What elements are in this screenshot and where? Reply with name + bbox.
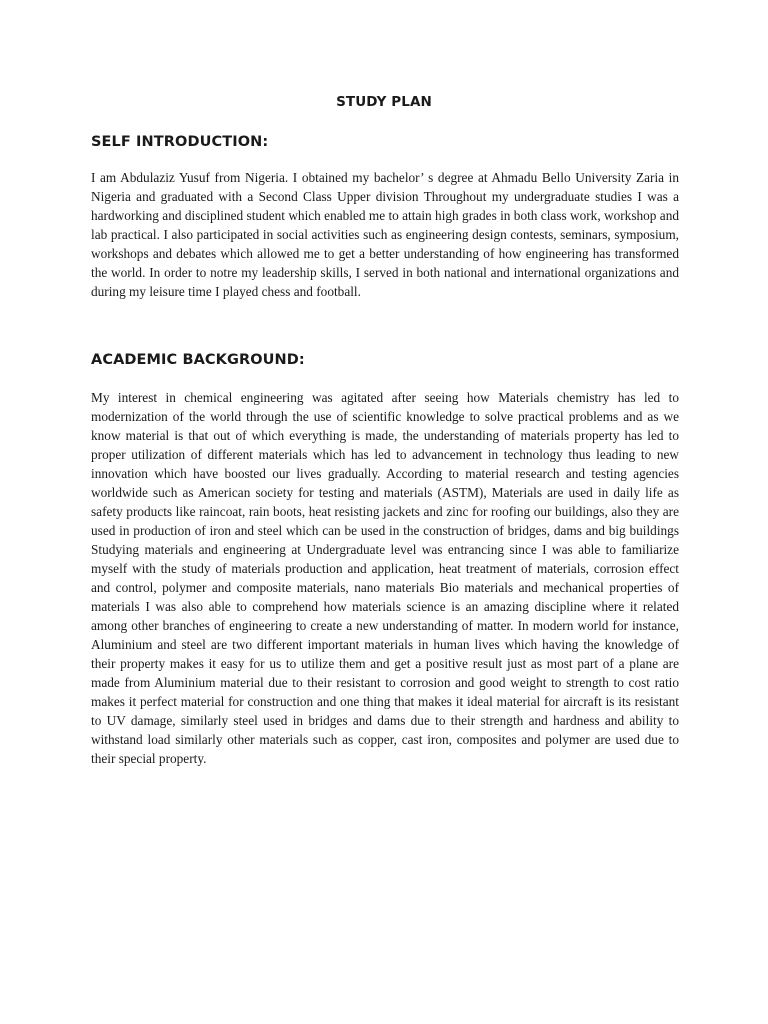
document-title: STUDY PLAN — [336, 94, 432, 110]
section-body-academic-background: My interest in chemical engineering was agitated after seeing how Materials chemistry has led to modernization of the world through the use of scientific knowledge to solve practical problems and as we know material is that out of which everything is made, the understanding of materials property has led to proper utilization of different materials which has led to advancement in technology thus leading to new innovation which have boosted our lives gradually. According to material research and testing agencies worldwide such as American society for testing and materials (ASTM), Materials are used in daily life as safety products like raincoat, rain boots, heat resisting jackets and zinc for roofing our buildings, also they are used in production of iron and steel which can be used in the construction of bridges, dams and big buildings Studying materials and engineering at Undergraduate level was entrancing since I was able to familiarize myself with the study of materials production and application, heat treatment of materials, corrosion effect and control, polymer and composite materials, nano materials Bio materials and mechanical properties of materials I was also able to comprehend how materials science is an amazing discipline where it related among other branches of engineering to create a new understanding of matter. In modern world for instance, Aluminium and steel are two different important materials in human lives which having the knowledge of their property makes it easy for us to utilize them and get a positive result just as most part of a plane are made from Aluminium material due to their resistant to corrosion and good weight to strength to cost ratio makes it perfect material for construction and one thing that makes it ideal material for aircraft is its resistant to UV damage, similarly steel used in bridges and dams due to their strength and hardness and ability to withstand load similarly other materials such as copper, cast iron, composites and polymer are used due to their special property. — [91, 390, 679, 766]
section-heading-self-introduction: SELF INTRODUCTION: — [91, 134, 269, 150]
section-heading-academic-background: ACADEMIC BACKGROUND: — [91, 352, 305, 368]
section-body-self-introduction: I am Abdulaziz Yusuf from Nigeria. I obtained my bachelor’ s degree at Ahmadu Bello University Zaria in Nigeria and graduated with a Second Class Upper division Throughout my undergraduate studies I was a hardworking and disciplined student which enabled me to attain high grades in both class work, workshop and lab practical. I also participated in social activities such as engineering design contests, seminars, symposium, workshops and debates which allowed me to get a better understanding of how engineering has transformed the world. In order to notre my leadership skills, I served in both national and international organizations and during my leisure time I played chess and football. — [91, 170, 679, 299]
